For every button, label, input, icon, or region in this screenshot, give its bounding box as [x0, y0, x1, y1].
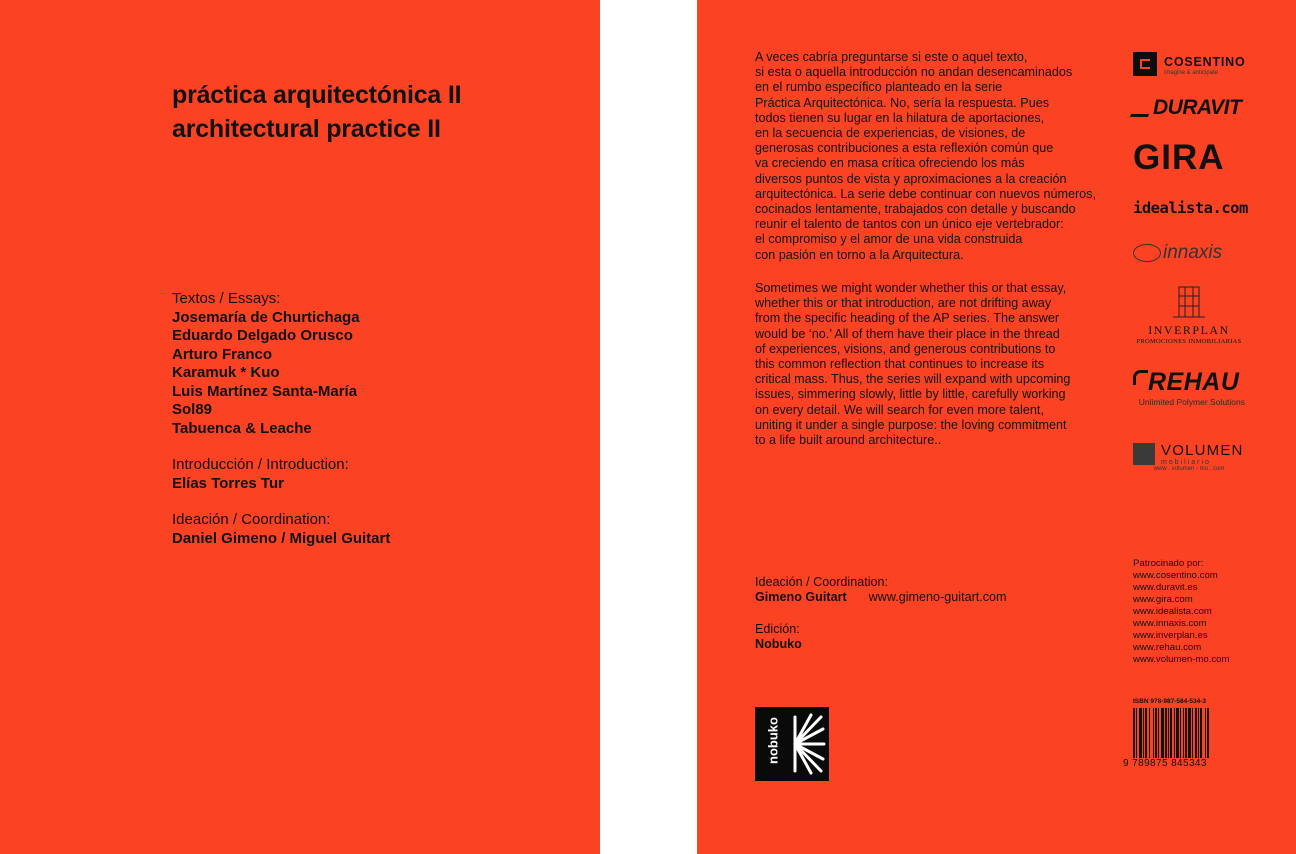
barcode-bar — [1158, 708, 1159, 758]
cosentino-logo — [1133, 50, 1245, 80]
gira-logo: GIRA — [1133, 138, 1225, 177]
barcode-bar — [1183, 708, 1184, 758]
barcode-bar — [1170, 708, 1172, 758]
text-line: would be ‘no.’ All of them have their place in the thread — [755, 326, 1060, 341]
nobuko-logo-text: nobuko — [765, 717, 781, 764]
essay-author: Sol89 — [172, 401, 213, 418]
text-line: en la secuencia de experiencias, de visiones, de — [755, 126, 1026, 141]
sponsor-url[interactable]: www.inverplan.es — [1133, 630, 1208, 641]
barcode-bar — [1153, 708, 1154, 758]
volumen-logo — [1133, 442, 1245, 472]
barcode-bar — [1192, 708, 1193, 758]
text-line: Práctica Arquitectónica. No, sería la respuesta. Pues — [755, 95, 1050, 110]
fan-icon — [755, 707, 829, 781]
duravit-icon — [1130, 100, 1154, 117]
essay-author: Arturo Franco — [172, 345, 273, 363]
sponsor-url[interactable]: www.innaxis.com — [1133, 618, 1207, 629]
back-credits — [755, 575, 1007, 653]
barcode-bar — [1195, 708, 1197, 758]
barcode-bar — [1136, 708, 1137, 758]
barcode-bar — [1180, 708, 1181, 758]
coordination-url[interactable]: www.gimeno-guitart.com — [868, 590, 1007, 605]
rehau-arc-icon — [1133, 370, 1148, 385]
barcode-bar — [1185, 708, 1187, 758]
text-line: reunir el talento de tantos con un único eje vertebrador: — [755, 217, 1064, 232]
essay-author: Josemaría de Churtichaga — [172, 308, 360, 326]
barcode-bar — [1143, 708, 1144, 758]
text-line: diversos puntos de vista y aproximaciones a la creación — [755, 171, 1067, 186]
essays-label: Textos / Essays: — [172, 290, 281, 307]
sponsor-url[interactable]: www.duravit.es — [1133, 582, 1198, 593]
text-line: en el rumbo específico planteado en la serie — [755, 80, 1003, 95]
coordination-label: Ideación / Coordination: — [755, 575, 889, 589]
cosentino-logo-text: COSENTINO — [1164, 55, 1246, 69]
intro-label: Introducción / Introduction: — [172, 456, 349, 473]
coordination-authors: Daniel Gimeno / Miguel Guitart — [172, 529, 391, 547]
text-line: A veces cabría preguntarse si este o aquel texto, — [755, 50, 1028, 64]
barcode-bar — [1198, 708, 1199, 758]
nobuko-logo — [755, 707, 829, 781]
barcode-bar — [1168, 708, 1169, 758]
text-line: generosas contribuciones a esta reflexión común que — [755, 141, 1054, 156]
barcode-digits: 9 789875 845343 — [1123, 758, 1207, 769]
volumen-subtitle: mobiliario — [1161, 459, 1211, 466]
edition-label: Edición: — [755, 621, 800, 636]
idealista-logo: idealista.com — [1133, 199, 1248, 217]
text-line: cocinados lentamente, trabajados con detalle y buscando — [755, 202, 1076, 217]
volumen-url: www . volumen - mo . com — [1153, 466, 1225, 472]
title-spanish: práctica arquitectónica II — [172, 81, 462, 109]
duravit-logo-text: DURAVIT — [1153, 96, 1242, 119]
inverplan-logo-text: INVERPLAN — [1148, 323, 1230, 337]
barcode-bar — [1176, 708, 1179, 758]
sponsor-url[interactable]: www.cosentino.com — [1133, 570, 1218, 581]
intro-author: Elías Torres Tur — [172, 474, 284, 492]
back-cover — [697, 0, 1296, 854]
paragraph-english — [755, 281, 1125, 448]
coordination-name: Gimeno Guitart — [755, 590, 847, 605]
front-credits — [172, 290, 390, 548]
essay-author: Karamuk * Kuo — [172, 364, 280, 381]
essay-author: Tabuenca & Leache — [172, 419, 312, 437]
innaxis-logo-text: innaxis — [1163, 242, 1223, 263]
coordination-label: Ideación / Coordination: — [172, 511, 331, 528]
title-english: architectural practice II — [172, 115, 441, 143]
text-line: whether this or that introduction, are not drifting away — [755, 296, 1052, 311]
cosentino-tagline: imagine & anticipate — [1164, 70, 1219, 76]
text-line: of experiences, visions, and generous contributions to — [755, 341, 1056, 356]
text-line: issues, simmering slowly, little by little, carefully working — [755, 387, 1066, 402]
text-line: va creciendo en masa crítica ofreciendo los más — [755, 156, 1025, 171]
barcode-bar — [1207, 708, 1209, 758]
inverplan-logo — [1133, 284, 1245, 345]
text-line: Sometimes we might wonder whether this or that essay, — [755, 281, 1067, 295]
edition-name: Nobuko — [755, 637, 802, 652]
text-line: con pasión en torno a la Arquitectura. — [755, 247, 964, 262]
text-line: arquitectónica. La serie debe continuar con nuevos números, — [755, 186, 1096, 201]
duravit-logo — [1133, 96, 1245, 120]
rehau-logo-text: REHAU — [1148, 368, 1240, 396]
sponsor-url[interactable]: www.volumen-mo.com — [1133, 654, 1230, 665]
text-line: todos tienen su lugar en la hilatura de aportaciones, — [755, 110, 1045, 125]
book-title — [172, 78, 461, 146]
text-line: to a life built around architecture.. — [755, 433, 942, 448]
barcode-bar — [1205, 708, 1206, 758]
text-line: this common reflection that continues to increase its — [755, 357, 1045, 372]
barcode-bar — [1145, 708, 1147, 758]
barcode-bar — [1149, 708, 1150, 758]
essay-author: Eduardo Delgado Orusco — [172, 327, 353, 344]
text-line: si esta o aquella introducción no andan desencaminados — [755, 65, 1073, 80]
text-line: on every detail. We will search for even more talent, — [755, 402, 1044, 417]
innaxis-logo — [1133, 242, 1245, 264]
barcode-bar — [1165, 708, 1167, 758]
text-line: from the specific heading of the AP series. The answer — [755, 311, 1060, 326]
sponsor-list — [1133, 558, 1230, 666]
text-line: el compromiso y el amor de una vida construida — [755, 232, 1023, 247]
cosentino-icon — [1133, 52, 1157, 76]
barcode-bar — [1133, 708, 1135, 758]
sponsor-url[interactable]: www.gira.com — [1133, 594, 1193, 605]
barcode-bar — [1200, 708, 1202, 758]
barcode-bar — [1174, 708, 1175, 758]
barcode-bar — [1161, 708, 1164, 758]
volumen-logo-text: VOLUMEN — [1161, 442, 1244, 459]
barcode-bar — [1155, 708, 1157, 758]
barcode-bar — [1139, 708, 1142, 758]
sponsor-url[interactable]: www.rehau.com — [1133, 642, 1202, 653]
volumen-icon — [1133, 443, 1155, 465]
innaxis-swirl-icon — [1133, 244, 1161, 262]
rehau-logo — [1133, 368, 1245, 407]
essay-author: Luis Martínez Santa-María — [172, 382, 358, 400]
rehau-tagline: Unlimited Polymer Solutions — [1138, 397, 1245, 407]
isbn-text: ISBN 978-987-584-534-3 — [1133, 698, 1206, 705]
barcode-bar — [1188, 708, 1191, 758]
sponsors-label: Patrocinado por: — [1133, 558, 1204, 569]
text-line: critical mass. Thus, the series will expand with upcoming — [755, 372, 1071, 387]
inverplan-tagline: PROMOCIONES INMOBILIARIAS — [1136, 338, 1242, 345]
sponsor-url[interactable]: www.idealista.com — [1133, 606, 1212, 617]
inverplan-building-icon — [1133, 284, 1245, 318]
paragraph-spanish — [755, 50, 1125, 263]
front-cover — [0, 0, 600, 854]
text-line: uniting it under a single purpose: the loving commitment — [755, 417, 1067, 432]
